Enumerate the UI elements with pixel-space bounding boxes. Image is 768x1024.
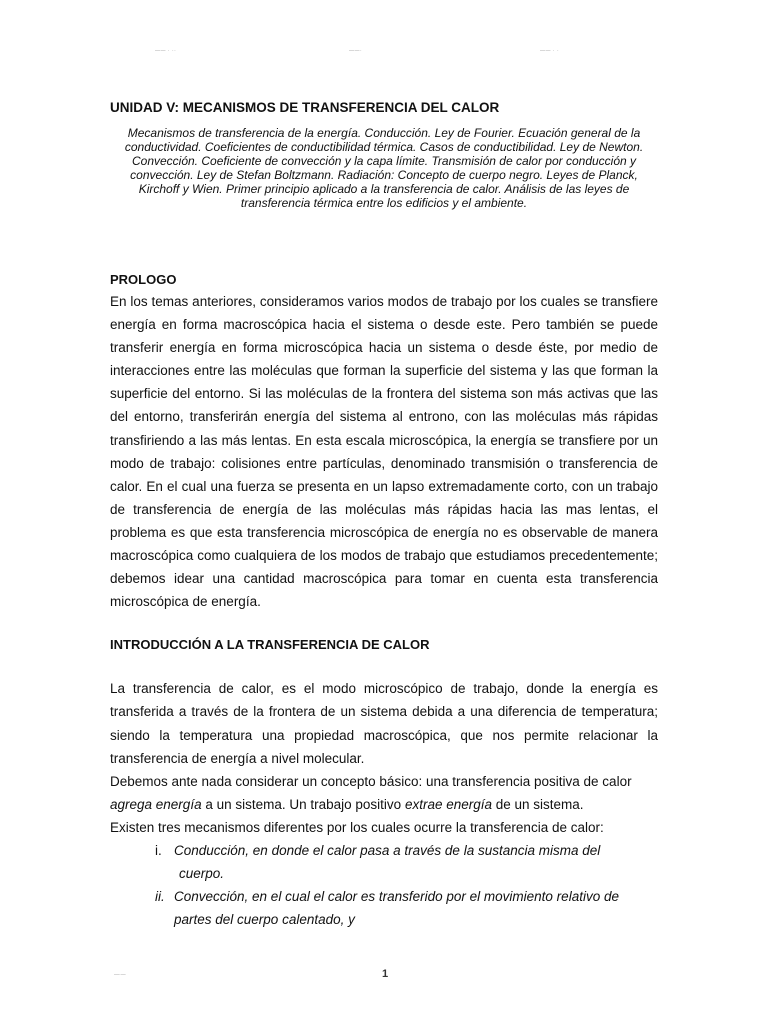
intro-paragraph-2	[110, 770, 658, 816]
header-mark-center: ——·	[349, 48, 363, 54]
intro-paragraph-2-part-a: Debemos ante nada considerar un concepto básico: una transferencia positiva de calor	[110, 773, 632, 789]
list-marker: i.	[155, 842, 162, 858]
intro-paragraph-2-part-b: a un sistema. Un trabajo positivo	[201, 796, 405, 812]
list-item-text-continued: cuerpo.	[179, 866, 225, 882]
intro-paragraph-1: La transferencia de calor, es el modo microscópico de trabajo, donde la energía es transferida a través de la frontera de un sistema debida a una diferencia de temperatura; siendo la temperatura una propiedad macroscópica, que nos permite relacionar la transferencia de energía a nivel molecular.	[110, 681, 658, 766]
intro-heading: INTRODUCCIÓN A LA TRANSFERENCIA DE CALOR	[110, 637, 430, 653]
prologo-heading: PROLOGO	[110, 272, 177, 287]
prologo-paragraph: En los temas anteriores, consideramos varios modos de trabajo por los cuales se transfiere energía en forma macroscópica hacia el sistema o desde este. Pero también se puede transferir energía en forma microscópica hacia un sistema o desde éste, por medio de interacciones entre las moléculas que forman la superficie del sistema y las que forman la superficie del entorno. Si las moléculas de la frontera del sistema son más activas que las del entorno, transferirán energía del sistema al entrono, con las moléculas más rápidas transfiriendo a las más lentas. En esta escala microscópica, la energía se transfiere por un modo de trabajo: colisiones entre partículas, denominado transmisión o transferencia de calor. En el cual una fuerza se presenta en un lapso extremadamente corto, con un trabajo de transferencia de energía de las moléculas más rápidas hacia las mas lentas, el problema es que esta transferencia microscópica de energía no es observable de manera macroscópica como cualquiera de los modos de trabajo que estudiamos precedentemente; debemos idear una cantidad macroscópica para tomar en cuenta esta transferencia microscópica de energía.	[110, 294, 658, 610]
header-mark-right: —— · ·	[540, 48, 560, 54]
list-item-conduccion	[110, 839, 658, 885]
list-item-text-continued: partes del cuerpo calentado, y	[174, 912, 355, 928]
page-number: 1	[382, 968, 389, 980]
list-item-text: Conducción, en donde el calor pasa a través de la sustancia misma del	[174, 842, 601, 858]
emphasis-extrae-energia: extrae energía	[404, 796, 492, 812]
unit-title: UNIDAD V: MECANISMOS DE TRANSFERENCIA DEL CALOR	[110, 100, 500, 115]
footer-mark: —·—	[114, 972, 126, 978]
document-content	[110, 98, 658, 931]
list-item-conveccion	[110, 885, 658, 931]
mechanism-list	[110, 839, 658, 931]
unit-summary: Mecanismos de transferencia de la energía. Conducción. Ley de Fourier. Ecuación general de la conductividad. Coeficientes de conductibilidad térmica. Casos de conductibilidad. Ley de Newton. Convección. Coeficiente de convección y la capa límite. Transmisión de calor por conducción y convección. Ley de Stefan Boltzmann. Radiación: Concepto de cuerpo negro. Leyes de Planck, Kirchoff y Wien. Primer principio aplicado a la transferencia de calor. Análisis de las leyes de transferencia térmica entre los edificios y el ambiente.	[124, 126, 644, 210]
intro-paragraph-2-part-c: de un sistema.	[492, 796, 584, 812]
intro-paragraph-3: Existen tres mecanismos diferentes por los cuales ocurre la transferencia de calor:	[110, 819, 604, 835]
header-mark-left: —— · ··	[155, 48, 177, 54]
list-marker: ii.	[155, 889, 165, 905]
emphasis-agrega-energia: agrega energía	[110, 796, 202, 812]
list-item-text: Convección, en el cual el calor es transferido por el movimiento relativo de	[174, 889, 619, 905]
